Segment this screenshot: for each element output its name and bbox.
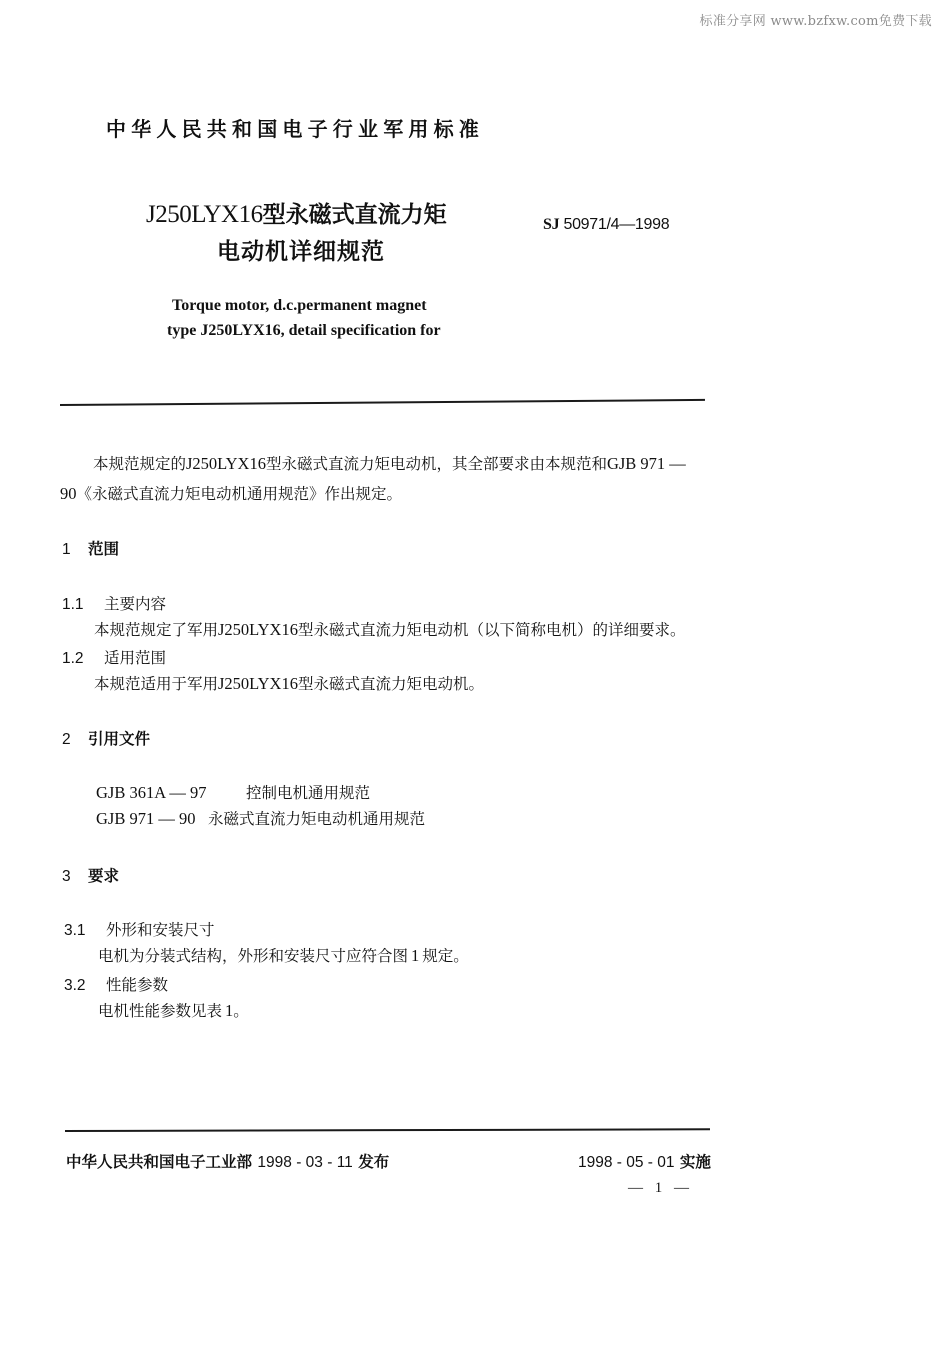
subsection-title: 外形和安装尺寸 <box>106 921 215 939</box>
table-ref: 1 <box>225 1001 234 1020</box>
reference-title: 控制电机通用规范 <box>246 784 371 802</box>
subsection-title: 主要内容 <box>104 595 167 613</box>
reference-item <box>96 807 425 829</box>
body-text: 型永磁式直流力矩电动机。 <box>297 675 484 693</box>
standard-number-value: 50971/4—1998 <box>563 216 670 233</box>
body-text: 型永磁式直流力矩电动机（以下简称电机）的详细要求。 <box>297 621 686 639</box>
title-cn-line1-text: 型永磁式直流力矩 <box>262 202 447 228</box>
title-model-code: J250LYX16 <box>146 201 263 228</box>
section-title: 范围 <box>88 540 120 558</box>
section-heading-1 <box>62 537 119 559</box>
subsection-number: 1.2 <box>62 650 84 667</box>
intro-line2 <box>60 482 402 504</box>
issue-label: 发布 <box>358 1153 390 1171</box>
subsection-heading-3-1 <box>64 918 215 940</box>
section-heading-2 <box>62 727 150 749</box>
body-text: 本规范适用于军用 <box>94 675 219 693</box>
header-divider <box>60 399 705 406</box>
intro-line1 <box>93 452 686 474</box>
subsection-number: 3.2 <box>64 977 86 994</box>
standard-number <box>543 216 669 234</box>
model-code: J250LYX16 <box>218 674 298 693</box>
subsection-heading-1-1 <box>62 592 166 614</box>
body-text: 规定。 <box>422 947 469 965</box>
subsection-text-3-2 <box>98 999 249 1021</box>
effective-label: 实施 <box>679 1153 711 1171</box>
body-text: 电机为分装式结构，外形和安装尺寸应符合图 <box>98 947 409 965</box>
intro-reference: 90 <box>60 484 77 503</box>
section-number: 3 <box>62 868 71 885</box>
intro-model-code: J250LYX16 <box>186 454 266 473</box>
title-cn-line1 <box>146 196 447 229</box>
title-cn-line2: 电动机详细规范 <box>217 239 385 265</box>
title-en-line1: Torque motor, d.c.permanent magnet <box>172 297 427 314</box>
issuer: 中华人民共和国电子工业部 <box>66 1153 253 1171</box>
title-en-line2: type J250LYX16, detail specification for <box>167 322 441 339</box>
reference-code: GJB 361A — 97 <box>96 783 207 802</box>
standard-prefix: SJ <box>543 216 560 233</box>
body-text: 本规范规定了军用 <box>94 621 219 639</box>
section-number: 1 <box>62 541 71 558</box>
intro-text: 《永磁式直流力矩电动机通用规范》作出规定。 <box>76 485 403 503</box>
subsection-number: 1.1 <box>62 596 84 613</box>
section-title: 引用文件 <box>88 730 151 748</box>
effective-info <box>578 1150 711 1172</box>
issue-date: 1998 - 03 - 11 <box>257 1154 353 1171</box>
subsection-heading-1-2 <box>62 646 166 668</box>
intro-text: 型永磁式直流力矩电动机，其全部要求由本规范和 <box>265 455 607 473</box>
section-number: 2 <box>62 731 71 748</box>
subsection-text-1-1 <box>94 618 685 640</box>
subsection-title: 适用范围 <box>104 649 167 667</box>
subsection-text-3-1 <box>98 944 469 966</box>
subsection-heading-3-2 <box>64 973 168 995</box>
model-code: J250LYX16 <box>218 620 298 639</box>
reference-title: 永磁式直流力矩电动机通用规范 <box>208 810 426 828</box>
issue-info <box>66 1150 389 1172</box>
watermark: 标准分享网 www.bzfxw.com免费下载 <box>699 14 932 29</box>
subsection-number: 3.1 <box>64 922 86 939</box>
body-text: 电机性能参数见表 <box>98 1002 223 1020</box>
intro-text: 本规范规定的 <box>93 455 187 473</box>
section-heading-3 <box>62 864 119 886</box>
standard-category: 中华人民共和国电子行业军用标准 <box>106 117 484 141</box>
subsection-text-1-2 <box>94 672 484 694</box>
footer-divider <box>65 1128 710 1132</box>
figure-ref: 1 <box>411 946 420 965</box>
reference-item <box>96 781 370 803</box>
section-title: 要求 <box>88 867 120 885</box>
intro-reference: GJB 971 — <box>606 454 686 473</box>
page-number: — 1 — <box>628 1180 693 1196</box>
reference-code: GJB 971 — 90 <box>96 809 196 828</box>
effective-date: 1998 - 05 - 01 <box>578 1154 675 1171</box>
subsection-title: 性能参数 <box>106 976 169 994</box>
body-text: 。 <box>233 1002 249 1020</box>
